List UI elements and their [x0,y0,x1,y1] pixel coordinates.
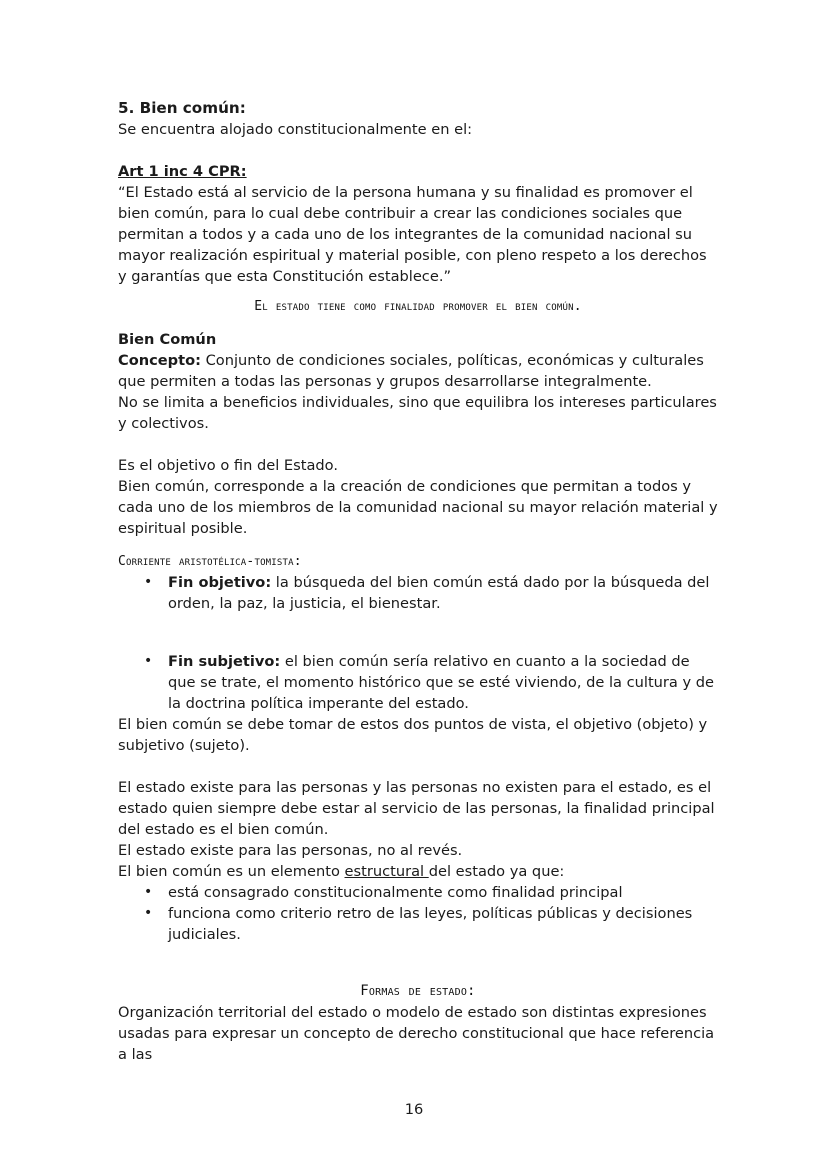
list-item: • está consagrado constitucionalmente como finalidad principal [168,882,718,903]
concept-label: Concepto: [118,352,201,369]
current-list [118,572,718,614]
list-item: • funciona como criterio retro de las leyes, políticas públicas y decisiones judiciales. [168,903,718,945]
current-list-2 [118,651,718,714]
article-quote: “El Estado está al servicio de la persona humana y su finalidad es promover el bien común, para lo cual debe contribuir a crear las condiciones sociales que permitan a todos y a cada uno de los integrantes de la comunidad nacional su mayor realización espiritual y material posible, con pleno respeto a los derechos y garantías que esta Constitución establece.” [118,184,707,285]
concept-note: No se limita a beneficios individuales, sino que equilibra los intereses particulares y colectivos. [118,394,717,432]
page-number: 16 [404,1101,424,1118]
objective-line: Es el objetivo o fin del Estado. [118,457,338,474]
state-list [118,882,718,945]
state-paragraph-3: El bien común es un elemento estructural del estado ya que: [118,863,565,880]
concept-title: Bien Común [118,331,217,348]
list-item: • Fin objetivo: la búsqueda del bien común está dado por la búsqueda del orden, la paz, la justicia, el bienestar. [168,572,718,614]
document-page [118,98,718,1065]
list-item: • Fin subjetivo: el bien común sería relativo en cuanto a la sociedad de que se trate, el momento histórico que se esté viviendo, de la cultura y de la doctrina política imperante del estado. [168,651,718,714]
state-paragraph-2: El estado existe para las personas, no al revés. [118,842,463,859]
concept-definition: Concepto: Conjunto de condiciones sociales, políticas, económicas y culturales que permiten a todas las personas y grupos desarrollarse integralmente. [118,352,704,390]
correspond-text: Bien común, corresponde a la creación de condiciones que permitan a todos y cada uno de los miembros de la comunidad nacional su mayor relación material y espiritual posible. [118,478,718,537]
state-paragraph-1: El estado existe para las personas y las personas no existen para el estado, es el estado quien siempre debe estar al servicio de las personas, la finalidad principal del estado es el bien común. [118,779,715,838]
structural-term: estructural [344,863,429,880]
article-reference: Art 1 inc 4 CPR: [118,163,247,180]
section-heading: 5. Bien común: [118,99,246,117]
current-summary: El bien común se debe tomar de estos dos puntos de vista, el objetivo (objeto) y subjetivo (sujeto). [118,716,708,754]
forms-title: Formas de estado: [360,983,476,999]
intro-text: Se encuentra alojado constitucionalmente en el: [118,121,473,138]
forms-text: Organización territorial del estado o modelo de estado son distintas expresiones usadas para expresar un concepto de derecho constitucional que hace referencia a las [118,1004,715,1063]
current-label: Corriente aristotélica-tomista: [118,554,302,569]
highlight-statement: El estado tiene como finalidad promover el bien común. [254,299,582,314]
